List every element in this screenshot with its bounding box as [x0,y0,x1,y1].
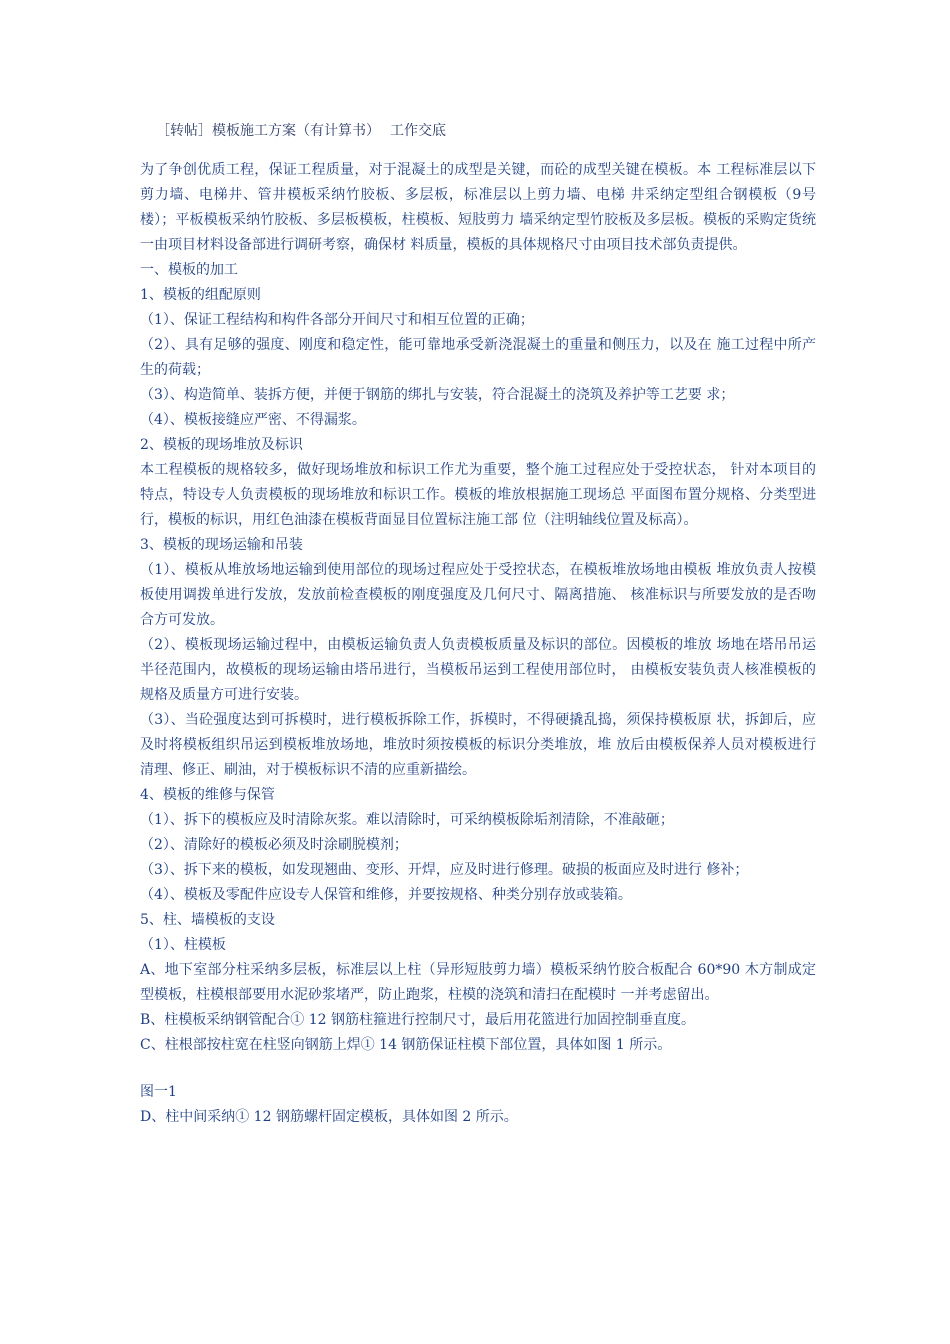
list-item: （3）、构造简单、装拆方便，并便于钢筋的绑扎与安装，符合混凝土的浇筑及养护等工艺要 求； [140,387,735,403]
list-item: B、柱模板采纳钢管配合① 12 钢筋柱箍进行控制尺寸，最后用花篮进行加固控制垂直度。 [140,1012,696,1028]
list-item: （2）、具有足够的强度、刚度和稳定性，能可靠地承受新浇混凝土的重量和侧压力，以及在 施工过程中所产生的荷载； [140,337,816,378]
subsection-heading: 3、模板的现场运输和吊装 [140,537,303,553]
document-title [156,120,446,140]
paragraph: 本工程模板的规格较多，做好现场堆放和标识工作尤为重要，整个施工过程应处于受控状态， 针对本项目的特点，特设专人负责模板的现场堆放和标识工作。模板的堆放根据施工现场总 平面图布置分规格、分类型进行，模板的标识，用红色油漆在模板背面显目位置标注施工部 位（注明轴线位置及标高）。 [140,462,816,528]
list-item: A、地下室部分柱采纳多层板，标准层以上柱（异形短肢剪力墙）模板采纳竹胶合板配合 60*90 木方制成定型模板，柱模根部要用水泥砂浆堵严，防止跑浆，柱模的浇筑和清扫在配模时 一并考虑留出。 [140,962,816,1003]
list-item: （4）、模板接缝应严密、不得漏浆。 [140,412,366,428]
list-item: （3）、拆下来的模板，如发现翘曲、变形、开焊，应及时进行修理。破损的板面应及时进行 修补； [140,862,749,878]
list-item: （4）、模板及零配件应设专人保管和维修，并要按规格、种类分别存放或装箱。 [140,887,632,903]
section-heading: 一、模板的加工 [140,262,238,278]
subsection-heading: 4、模板的维修与保管 [140,787,275,803]
title-main: ［转帖］模板施工方案（有计算书） [156,123,380,139]
title-suffix: 工作交底 [390,123,446,139]
list-item: C、柱根部按柱宽在柱竖向钢筋上焊① 14 钢筋保证柱模下部位置，具体如图 1 所示。 [140,1037,672,1053]
figure-placeholder [140,1058,816,1080]
list-item: （1）、模板从堆放场地运输到使用部位的现场过程应处于受控状态，在模板堆放场地由模板 堆放负责人按模板使用调拨单进行发放，发放前检查模板的刚度强度及几何尺寸、隔离措施、 核准标识与所要发放的是否吻合方可发放。 [140,562,816,628]
paragraph: 为了争创优质工程，保证工程质量，对于混凝土的成型是关键，而砼的成型关键在模板。本 工程标准层以下剪力墙、电梯井、管井模板采纳竹胶板、多层板，标准层以上剪力墙、电梯 井采纳定型组合钢模板（9号楼）；平板模板采纳竹胶板、多层板模板，柱模板、短肢剪力 墙采纳定型竹胶板及多层板。模板的采购定货统一由项目材料设备部进行调研考察，确保材 料质量，模板的具体规格尺寸由项目技术部负责提供。 [140,162,816,253]
subsection-heading: 5、柱、墙模板的支设 [140,912,275,928]
list-item: （1）、柱模板 [140,937,226,953]
list-item: D、柱中间采纳① 12 钢筋螺杆固定模板，具体如图 2 所示。 [140,1109,518,1125]
list-item: （2）、清除好的模板必须及时涂刷脱模剂； [140,837,408,853]
subsection-heading: 2、模板的现场堆放及标识 [140,437,303,453]
subsection-heading: 1、模板的组配原则 [140,287,261,303]
list-item: （1）、保证工程结构和构件各部分开间尺寸和相互位置的正确； [140,312,534,328]
list-item: （3）、当砼强度达到可拆模时，进行模板拆除工作，拆模时，不得硬撬乱捣，须保持模板原 状，拆卸后，应及时将模板组织吊运到模板堆放场地，堆放时须按模板的标识分类堆放，堆 放后由模板保养人员对模板进行清理、修正、刷油，对于模板标识不清的应重新描绘。 [140,712,816,778]
document-body [140,158,816,1130]
list-item: （1）、拆下的模板应及时清除灰浆。难以清除时，可采纳模板除垢剂清除，不准敲砸； [140,812,674,828]
figure-caption: 图一1 [140,1084,177,1100]
list-item: （2）、模板现场运输过程中，由模板运输负责人负责模板质量及标识的部位。因模板的堆放 场地在塔吊吊运半径范围内，故模板的现场运输由塔吊进行，当模板吊运到工程使用部位时， 由模板安装负责人核准模板的规格及质量方可进行安装。 [140,637,816,703]
